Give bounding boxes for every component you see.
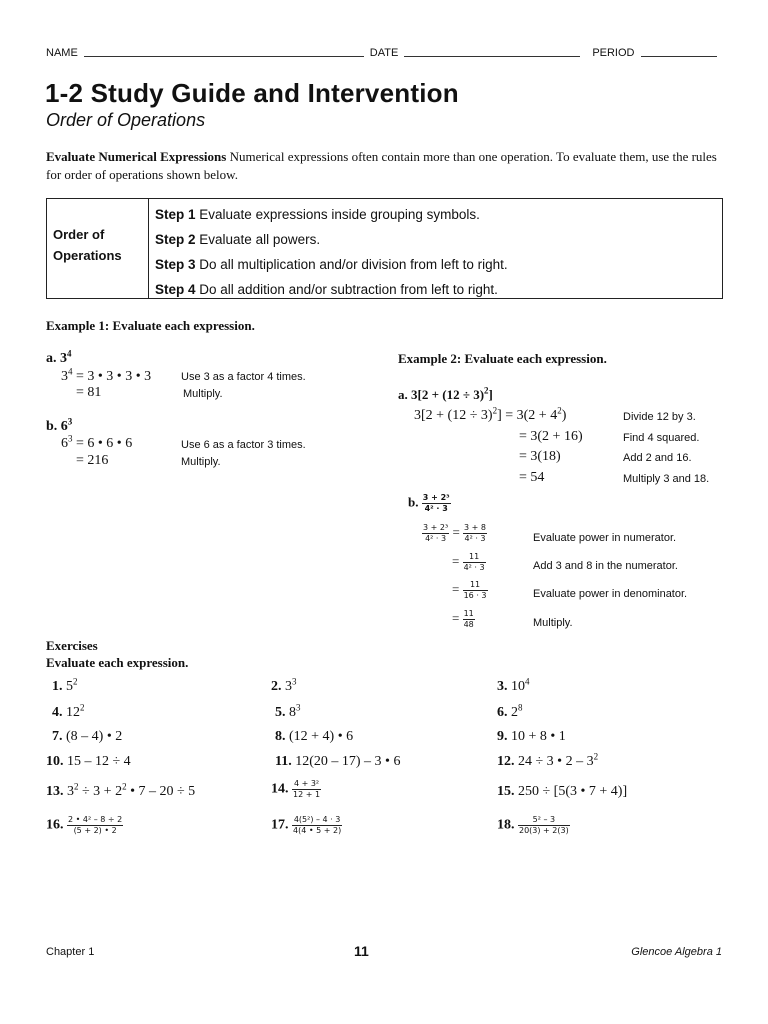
exponent: 2 (484, 385, 489, 396)
fraction (463, 552, 486, 573)
step-text: Do all multiplication and/or division from left to right. (199, 257, 508, 272)
exponent: 4 (525, 676, 530, 687)
exercise-number: 2. (271, 679, 282, 694)
example1-heading: Example 1: Evaluate each expression. (46, 318, 255, 333)
exercise-6 (497, 702, 523, 721)
page-title: 1-2 Study Guide and Intervention (45, 78, 459, 108)
fraction (422, 493, 451, 514)
base: 5 (66, 679, 73, 694)
step-row (155, 227, 722, 252)
exercises-heading: Exercises (46, 638, 98, 653)
exponent: 2 (557, 405, 562, 416)
exercise-number: 6. (497, 705, 508, 720)
numerator: 3 + 2³ (423, 523, 449, 532)
exponent: 2 (73, 676, 78, 687)
exercise-number: 8. (275, 729, 286, 744)
example1a-problem (46, 348, 72, 367)
example2b-note4: Multiply. (533, 617, 573, 629)
numerator: 11 (463, 580, 488, 591)
exercise-number: 18. (497, 817, 515, 833)
exercise-7 (52, 729, 122, 745)
exercise-14 (271, 779, 321, 800)
step-row (155, 252, 722, 277)
example2b-step1 (422, 523, 487, 544)
exercise-number: 14. (271, 781, 289, 797)
base: 3 (60, 351, 67, 366)
step-number: Step 1 (155, 207, 196, 222)
step-text: Do all addition and/or subtraction from left to right. (199, 282, 498, 297)
exponent: 2 (593, 751, 599, 762)
problem-label: b. (46, 419, 58, 434)
denominator: 4² · 3 (463, 563, 485, 572)
example2a-step3: = 3(18) (519, 449, 561, 464)
exercise-number: 11. (275, 754, 292, 769)
exercise-5 (275, 702, 301, 721)
example2b-step2 (452, 552, 486, 573)
numerator: 5² – 3 (518, 815, 570, 826)
example2-heading: Example 2: Evaluate each expression. (398, 351, 607, 366)
fraction (67, 815, 123, 836)
example2a-note1: Divide 12 by 3. (623, 411, 696, 423)
exercise-1 (52, 676, 78, 695)
exercise-number: 9. (497, 729, 508, 744)
example1b-step1 (61, 433, 133, 452)
work: = 6 • 6 • 6 (76, 436, 133, 451)
fraction (463, 609, 475, 630)
expression: (12 + 4) • 6 (289, 729, 354, 744)
example1a-step2: = 81 (76, 385, 102, 400)
step-number: Step 3 (155, 257, 196, 272)
expression: 24 ÷ 3 • 2 – 3 (518, 754, 594, 769)
exercise-12 (497, 751, 599, 770)
exponent: 4 (67, 348, 72, 359)
example2b-note1: Evaluate power in numerator. (533, 532, 677, 544)
denominator: 4² · 3 (425, 534, 447, 543)
numerator: 3 + 2³ (422, 493, 450, 502)
exercise-4 (52, 702, 85, 721)
period-field[interactable] (641, 47, 717, 57)
example2a-note3: Add 2 and 16. (623, 452, 692, 464)
exponent: 2 (492, 405, 498, 416)
example2b-note3: Evaluate power in denominator. (533, 588, 688, 600)
step-text: Evaluate expressions inside grouping symbols. (199, 207, 480, 222)
equals: = (452, 610, 460, 626)
intro-heading: Evaluate Numerical Expressions (46, 149, 227, 164)
base: 3 (285, 679, 292, 694)
fraction (518, 815, 570, 836)
table-label-line1: Order of (53, 227, 105, 242)
problem-label: a. (398, 387, 408, 402)
numerator: 4(5²) – 4 · 3 (293, 815, 341, 824)
numerator: 4 + 3² (293, 779, 320, 788)
denominator: 4² · 3 (424, 504, 448, 513)
denominator: 12 + 1 (293, 790, 321, 799)
date-label: DATE (369, 47, 399, 59)
example1b-note2: Multiply. (181, 456, 221, 468)
denominator: (5 + 2) • 2 (73, 826, 117, 835)
footer-book: Glencoe Algebra 1 (631, 946, 722, 958)
base: 6 (60, 419, 68, 434)
exercise-8 (275, 729, 353, 745)
example2b-step3 (452, 580, 488, 601)
exercise-number: 7. (52, 729, 63, 744)
exercise-number: 12. (497, 754, 515, 769)
fraction (463, 580, 488, 601)
exponent: 3 (67, 416, 73, 427)
denominator: 4(4 • 5 + 2) (293, 826, 342, 835)
step-number: Step 2 (155, 232, 196, 247)
example2a-step4: = 54 (519, 470, 545, 485)
equals: = (452, 553, 460, 569)
exercise-9 (497, 729, 566, 745)
exercise-number: 4. (52, 705, 63, 720)
base: 2 (511, 705, 518, 720)
name-label: NAME (46, 47, 78, 59)
exponent: 2 (74, 781, 79, 792)
expression: 10 + 8 • 1 (511, 729, 566, 744)
numerator: 3 + 8 (464, 523, 486, 532)
student-info-header (46, 47, 726, 59)
expression: (8 – 4) • 2 (66, 729, 123, 744)
work: ] = 3(2 + 4 (497, 408, 558, 423)
exponent: 8 (518, 702, 523, 713)
exponent: 4 (68, 366, 73, 377)
exponent: 2 (80, 702, 85, 713)
example2a-problem (398, 387, 493, 403)
step-row (155, 277, 722, 302)
work: = 3 • 3 • 3 • 3 (76, 369, 152, 384)
example1b-step2: = 216 (76, 453, 109, 468)
fraction (292, 779, 321, 800)
base: 6 (61, 436, 68, 451)
expression: 250 ÷ [5(3 • 7 + 4)] (518, 784, 628, 799)
numerator: 2 • 4² – 8 ÷ 2 (68, 815, 123, 824)
numerator: 11 (463, 552, 486, 563)
fraction (422, 523, 449, 544)
expression-end: ] (488, 387, 493, 402)
exercise-18 (497, 815, 570, 836)
work: ) (561, 408, 567, 423)
denominator: 4² · 3 (464, 534, 486, 543)
exercises-subheading: Evaluate each expression. (46, 655, 189, 670)
exponent: 3 (68, 433, 73, 444)
exponent: 3 (292, 676, 297, 687)
date-field[interactable] (404, 47, 580, 57)
base: 10 (511, 679, 525, 694)
expression: 3[2 + (12 ÷ 3) (411, 387, 485, 402)
exercise-13 (46, 781, 196, 800)
base: 8 (289, 705, 296, 720)
exponent: 3 (296, 702, 301, 713)
example2a-step1 (414, 405, 567, 424)
denominator: 16 · 3 (463, 591, 487, 600)
example1a-step1 (61, 366, 152, 385)
exercise-number: 16. (46, 817, 64, 833)
table-label (47, 199, 149, 298)
exercise-16 (46, 815, 123, 836)
exercise-number: 1. (52, 679, 63, 694)
exercise-number: 17. (271, 817, 289, 833)
exercise-number: 3. (497, 679, 508, 694)
exercise-number: 15. (497, 784, 515, 799)
example1a-note2: Multiply. (183, 388, 223, 400)
exercise-17 (271, 815, 342, 836)
step-number: Step 4 (155, 282, 196, 297)
page-number: 11 (354, 943, 369, 959)
exercise-3 (497, 676, 530, 695)
step-text: Evaluate all powers. (199, 232, 321, 247)
expression: • 7 – 20 ÷ 5 (126, 784, 196, 799)
exercise-11 (275, 754, 400, 770)
order-of-operations-table (46, 198, 723, 299)
expression: 12(20 – 17) – 3 • 6 (295, 754, 401, 769)
exponent: 2 (122, 781, 127, 792)
base: 12 (66, 705, 80, 720)
equals: = (452, 581, 460, 597)
denominator: 48 (463, 620, 474, 629)
problem-label: b. (408, 494, 419, 510)
intro-text: Numerical expressions often contain more than one operation. To evaluate them, use the rules for order of operations shown below. (46, 149, 717, 182)
equals: = (452, 524, 460, 540)
base: 3 (61, 369, 68, 384)
example2b-problem (408, 493, 451, 514)
exercise-15 (497, 784, 627, 800)
numerator: 11 (463, 609, 474, 618)
steps-list (149, 199, 722, 298)
example2b-step4 (452, 609, 475, 630)
fraction (292, 815, 342, 836)
example2a-note2: Find 4 squared. (623, 432, 700, 444)
example1b-note1: Use 6 as a factor 3 times. (181, 439, 306, 451)
expression: ÷ 3 + 2 (78, 784, 123, 799)
problem-label: a. (46, 351, 57, 366)
footer-chapter: Chapter 1 (46, 946, 95, 958)
exercise-10 (46, 754, 131, 770)
expression: 3 (67, 784, 74, 799)
table-label-line2: Operations (53, 248, 122, 263)
name-field[interactable] (84, 47, 364, 57)
expression: 15 – 12 ÷ 4 (67, 754, 131, 769)
fraction (463, 523, 487, 544)
exercise-number: 13. (46, 784, 64, 799)
example1a-note1: Use 3 as a factor 4 times. (181, 371, 306, 383)
example2b-note2: Add 3 and 8 in the numerator. (533, 560, 678, 572)
work: 3[2 + (12 ÷ 3) (414, 408, 493, 423)
example2a-note4: Multiply 3 and 18. (623, 473, 710, 485)
exercise-number: 5. (275, 705, 286, 720)
exercise-2 (271, 676, 297, 695)
intro-paragraph (46, 148, 726, 184)
period-label: PERIOD (592, 47, 635, 59)
page-subtitle: Order of Operations (46, 110, 206, 130)
exercise-number: 10. (46, 754, 64, 769)
example2a-step2: = 3(2 + 16) (519, 429, 583, 444)
denominator: 20(3) + 2(3) (519, 826, 569, 835)
step-row (155, 202, 722, 227)
